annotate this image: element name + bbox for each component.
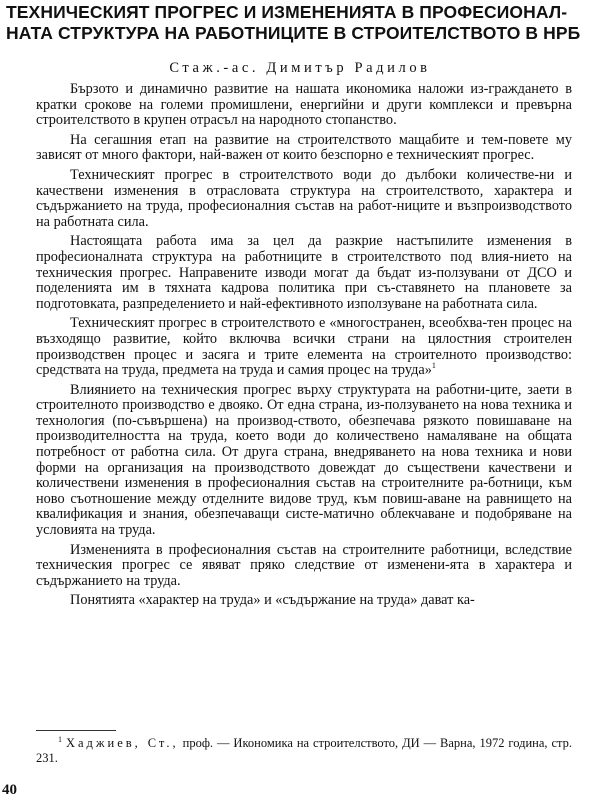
footnote-line bbox=[36, 736, 572, 766]
title-line-1: ТЕХНИЧЕСКИЯТ ПРОГРЕС И ИЗМЕНЕНИЯТА В ПРОФЕСИОНАЛ- bbox=[6, 2, 568, 22]
paragraph-text: Техническият прогрес в строителството е «многостранен, всеобхва-тен процес на възходящо развитие, който включва всички страни на цялостния строителен производствен процес и засяга и трите елемента на строителното производство: средствата на труда, предмета на труда и самия процес на труда» bbox=[36, 315, 572, 379]
article-author: Стаж.-ас. Димитър Радилов bbox=[169, 60, 431, 76]
footnote-author: Хаджиев, Ст., bbox=[65, 736, 179, 750]
page-number: 40 bbox=[2, 782, 17, 798]
paragraph: На сегашния етап на развитие на строителството мащабите и тем-повете му зависят от много фактори, най-важен от които безспорно е техническият прогрес. bbox=[36, 131, 572, 164]
paragraph: Измененията в професионалния състав на строителните работници, вследствие техническия прогрес се явяват пряко следствие от изменени-ята в характера и съдържанието на труда. bbox=[36, 541, 572, 589]
footnote-divider bbox=[36, 730, 116, 731]
article-body bbox=[36, 82, 572, 613]
article-title bbox=[6, 2, 596, 44]
footnote-text: проф. — Икономика на строителството, ДИ — Варна, 1972 година, стр. 231. bbox=[36, 736, 573, 765]
footnote-number: 1 bbox=[58, 734, 62, 744]
title-line-2: НАТА СТРУКТУРА НА РАБОТНИЦИТЕ В СТРОИТЕЛСТВОТО В НРБ bbox=[6, 23, 581, 43]
paragraph: Понятията «характер на труда» и «съдържание на труда» дават ка- bbox=[70, 592, 475, 609]
paragraph: Настоящата работа има за цел да разкрие настъпилите изменения в професионалната структура на работниците в строителството под влия-нието на техническия прогрес. Направените изводи могат да бъдат из-ползувани от ДСО и поделенията им в тяхната кадрова политика при съ-ставянето на плановете за подготовката, разпределението и най-ефективното използуване на работната сила. bbox=[36, 233, 572, 312]
paragraph-with-footnote bbox=[36, 316, 572, 378]
paragraph: Техническият прогрес в строителството води до дълбоки количестве-ни и качествени изменения в отрасловата структура на строителството, характера и съдържанието на труда, професионалния състав на работ-ниците и възпроизводството на работната сила. bbox=[36, 166, 572, 230]
footnote-marker: 1 bbox=[431, 361, 436, 371]
paragraph: Бързото и динамично развитие на нашата икономика наложи из-граждането в кратки срокове на големи промишлени, енергийни и други комплекси и превърна строителството в крупен отрасъл на народното стопанство. bbox=[36, 81, 572, 129]
paragraph: Влиянието на техническия прогрес върху структурата на работни-ците, заети в строителното производство е двояко. От една страна, из-ползуването на нова техника и технология (по-съвършена) на производ-ството, обезпечава рязкото повишаване на производителността на труда, което води до количествено намаляване на общата потребност от работна сила. От друга страна, внедряването на нова техника и нови форми на организация на производството довеждат до съществени качествени и количествени изменения в професионалния състав на строителните ра-ботници, към ново съотношение между отделните видове труд, към повиш-аване на равнището на квалификация и знания, обезпечаващи систе-матично облекчаване и подобряване на условията на труда. bbox=[36, 381, 572, 539]
footnote bbox=[36, 736, 572, 766]
